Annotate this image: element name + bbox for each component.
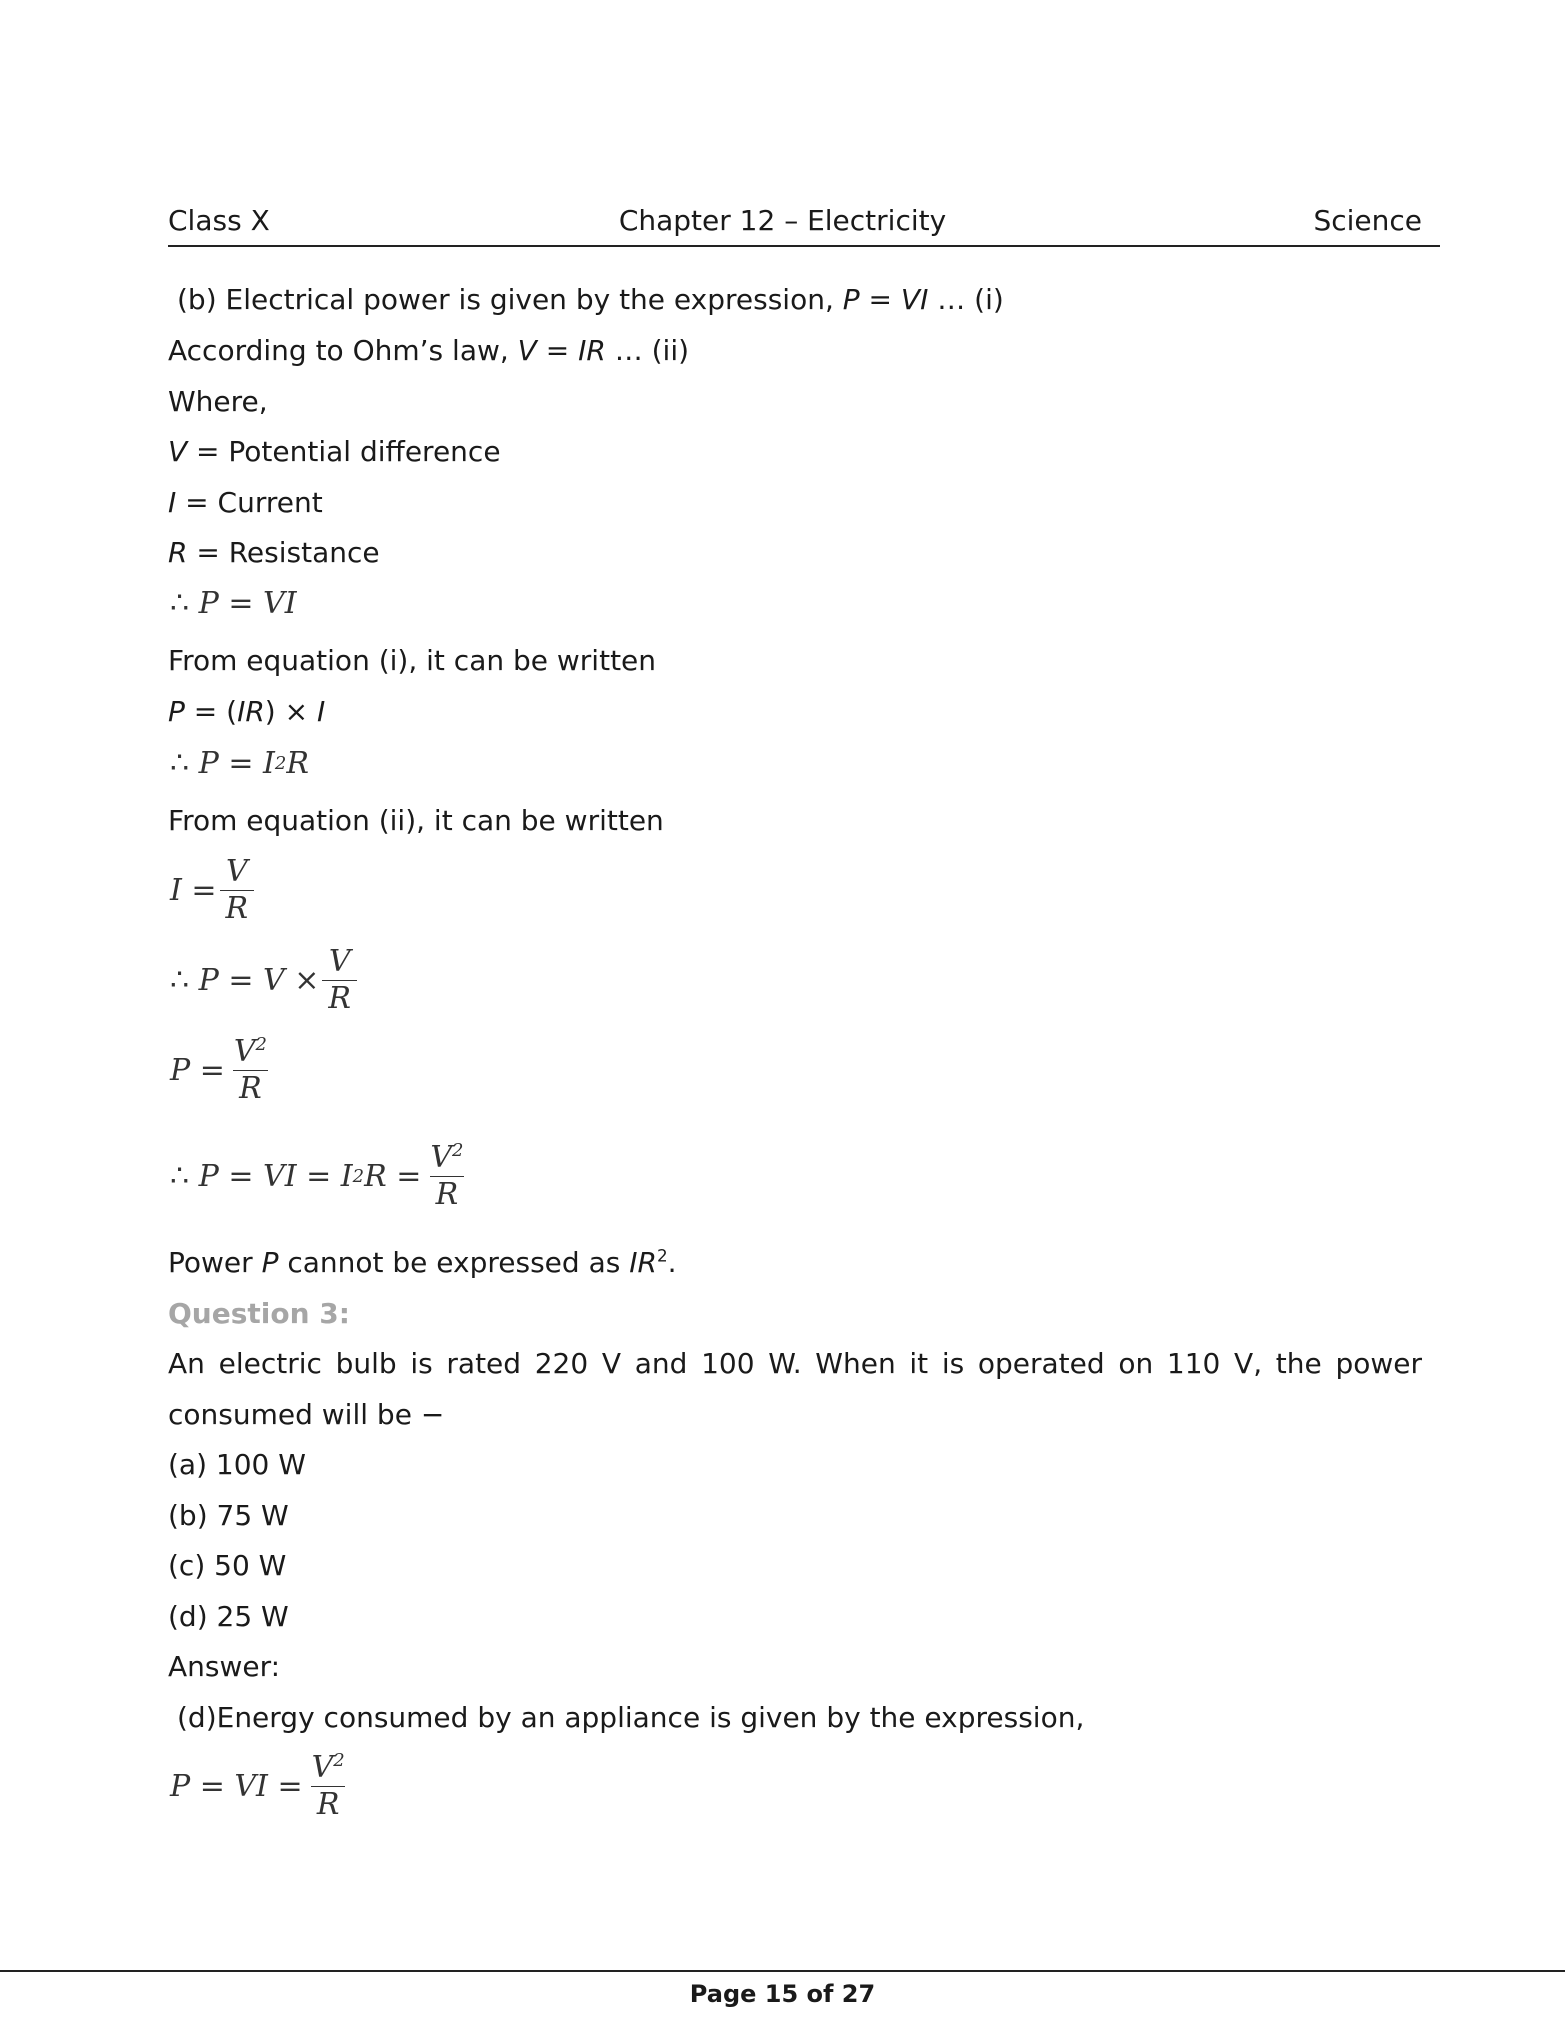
line-from-eq-i: From equation (i), it can be written [168, 644, 657, 677]
denominator: R [220, 890, 255, 925]
fraction [228, 1036, 273, 1105]
question-text-line-2: consumed will be − [168, 1398, 445, 1431]
equation-energy [170, 1752, 354, 1821]
text-fragment: = Potential difference [187, 435, 501, 468]
text-fragment: cannot be expressed as [278, 1246, 630, 1279]
equation-text: R [286, 746, 309, 781]
header-rule [168, 245, 1440, 247]
therefore-symbol: ∴ [170, 963, 190, 998]
option-d: (d) 25 W [168, 1600, 289, 1633]
denominator: R [322, 980, 357, 1015]
line-ohms-law [168, 333, 689, 369]
text-fragment: … (ii) [605, 334, 690, 367]
var-ir: IR [629, 1246, 657, 1279]
line-from-eq-ii: From equation (ii), it can be written [168, 804, 664, 837]
header-subject: Science [1313, 204, 1422, 237]
exponent: 2 [452, 1140, 464, 1161]
var-p: P [261, 1246, 279, 1279]
text-fragment: ) × [264, 695, 317, 728]
var-vi: VI [900, 283, 929, 316]
text-fragment: = [859, 283, 901, 316]
text-fragment: = Current [176, 486, 323, 519]
fraction [322, 946, 357, 1015]
denominator: R [233, 1070, 268, 1105]
exponent: 2 [656, 1245, 668, 1266]
therefore-symbol: ∴ [170, 746, 190, 781]
var-r: R [168, 536, 188, 569]
option-c: (c) 50 W [168, 1549, 287, 1582]
equation-text: P = [170, 1053, 225, 1088]
equation-power-summary: ∴ P = VI = I 2 R = $\frac{V^2}{R}$ [170, 1142, 472, 1211]
line-power-conclusion [168, 1245, 677, 1281]
fraction [424, 1142, 469, 1211]
numerator: V [225, 854, 248, 889]
line-def-v [168, 434, 501, 470]
equation-text: P = VI = [170, 1769, 303, 1804]
var-p: P [842, 283, 860, 316]
line-p-ir-i [168, 694, 325, 730]
equation-p-i2r: ∴ P = I 2 R [170, 746, 309, 781]
question-heading: Question 3: [168, 1297, 350, 1330]
var-ir: IR [237, 695, 265, 728]
var-v: V [168, 435, 188, 468]
equation-text: I = [170, 873, 217, 908]
header-class: Class X [168, 204, 270, 237]
text-fragment: . [667, 1246, 677, 1279]
text-fragment: Power [168, 1246, 262, 1279]
header-chapter: Chapter 12 – Electricity [618, 204, 947, 237]
fraction [306, 1752, 351, 1821]
equation-i-v-over-r [170, 856, 257, 925]
line-where: Where, [168, 385, 268, 418]
fraction [220, 856, 255, 925]
text-fragment: (b) Electrical power is given by the expression, [177, 283, 843, 316]
option-a: (a) 100 W [168, 1448, 306, 1481]
therefore-symbol: ∴ [170, 586, 190, 621]
footer-rule [0, 1970, 1565, 1972]
var-ir: IR [578, 334, 606, 367]
numerator [424, 1142, 469, 1176]
text-fragment: … (i) [928, 283, 1004, 316]
numerator [228, 1036, 273, 1070]
text-fragment: According to Ohm’s law, [168, 334, 518, 367]
text-fragment: = ( [184, 695, 238, 728]
line-power-expression [177, 282, 1004, 318]
line-def-i [168, 485, 323, 521]
var-i: I [316, 695, 326, 728]
var-i: I [168, 486, 177, 519]
numerator [306, 1752, 351, 1786]
answer-text: (d)Energy consumed by an appliance is given by the expression, [177, 1701, 1085, 1734]
equation-text: R = [364, 1159, 422, 1194]
text-fragment: = Resistance [187, 536, 380, 569]
equation-text: P = VI = I [198, 1159, 353, 1194]
denominator: R [311, 1786, 346, 1821]
equation-text: P = I [198, 746, 275, 781]
var-v: V [517, 334, 537, 367]
option-b: (b) 75 W [168, 1499, 289, 1532]
denominator: R [430, 1176, 465, 1211]
exponent: 2 [333, 1750, 345, 1771]
numerator-base: V [311, 1750, 334, 1785]
page-number: Page 15 of 27 [689, 1980, 876, 2008]
numerator-base: V [430, 1140, 453, 1175]
numerator: V [328, 944, 351, 979]
numerator-base: V [233, 1034, 256, 1069]
equation-p-vi [170, 586, 297, 621]
equation-text: P = VI [198, 586, 297, 621]
line-def-r [168, 535, 380, 571]
exponent: 2 [255, 1034, 267, 1055]
equation-p-v2-over-r [170, 1036, 276, 1105]
equation-text: P = V × [198, 963, 320, 998]
text-fragment: = [536, 334, 579, 367]
answer-label: Answer: [168, 1650, 281, 1683]
equation-p-v-times-v-over-r [170, 946, 360, 1015]
var-p: P [168, 695, 185, 728]
therefore-symbol: ∴ [170, 1159, 190, 1194]
question-text-line-1: An electric bulb is rated 220 V and 100 W. When it is operated on 110 V, the power [168, 1347, 1422, 1380]
